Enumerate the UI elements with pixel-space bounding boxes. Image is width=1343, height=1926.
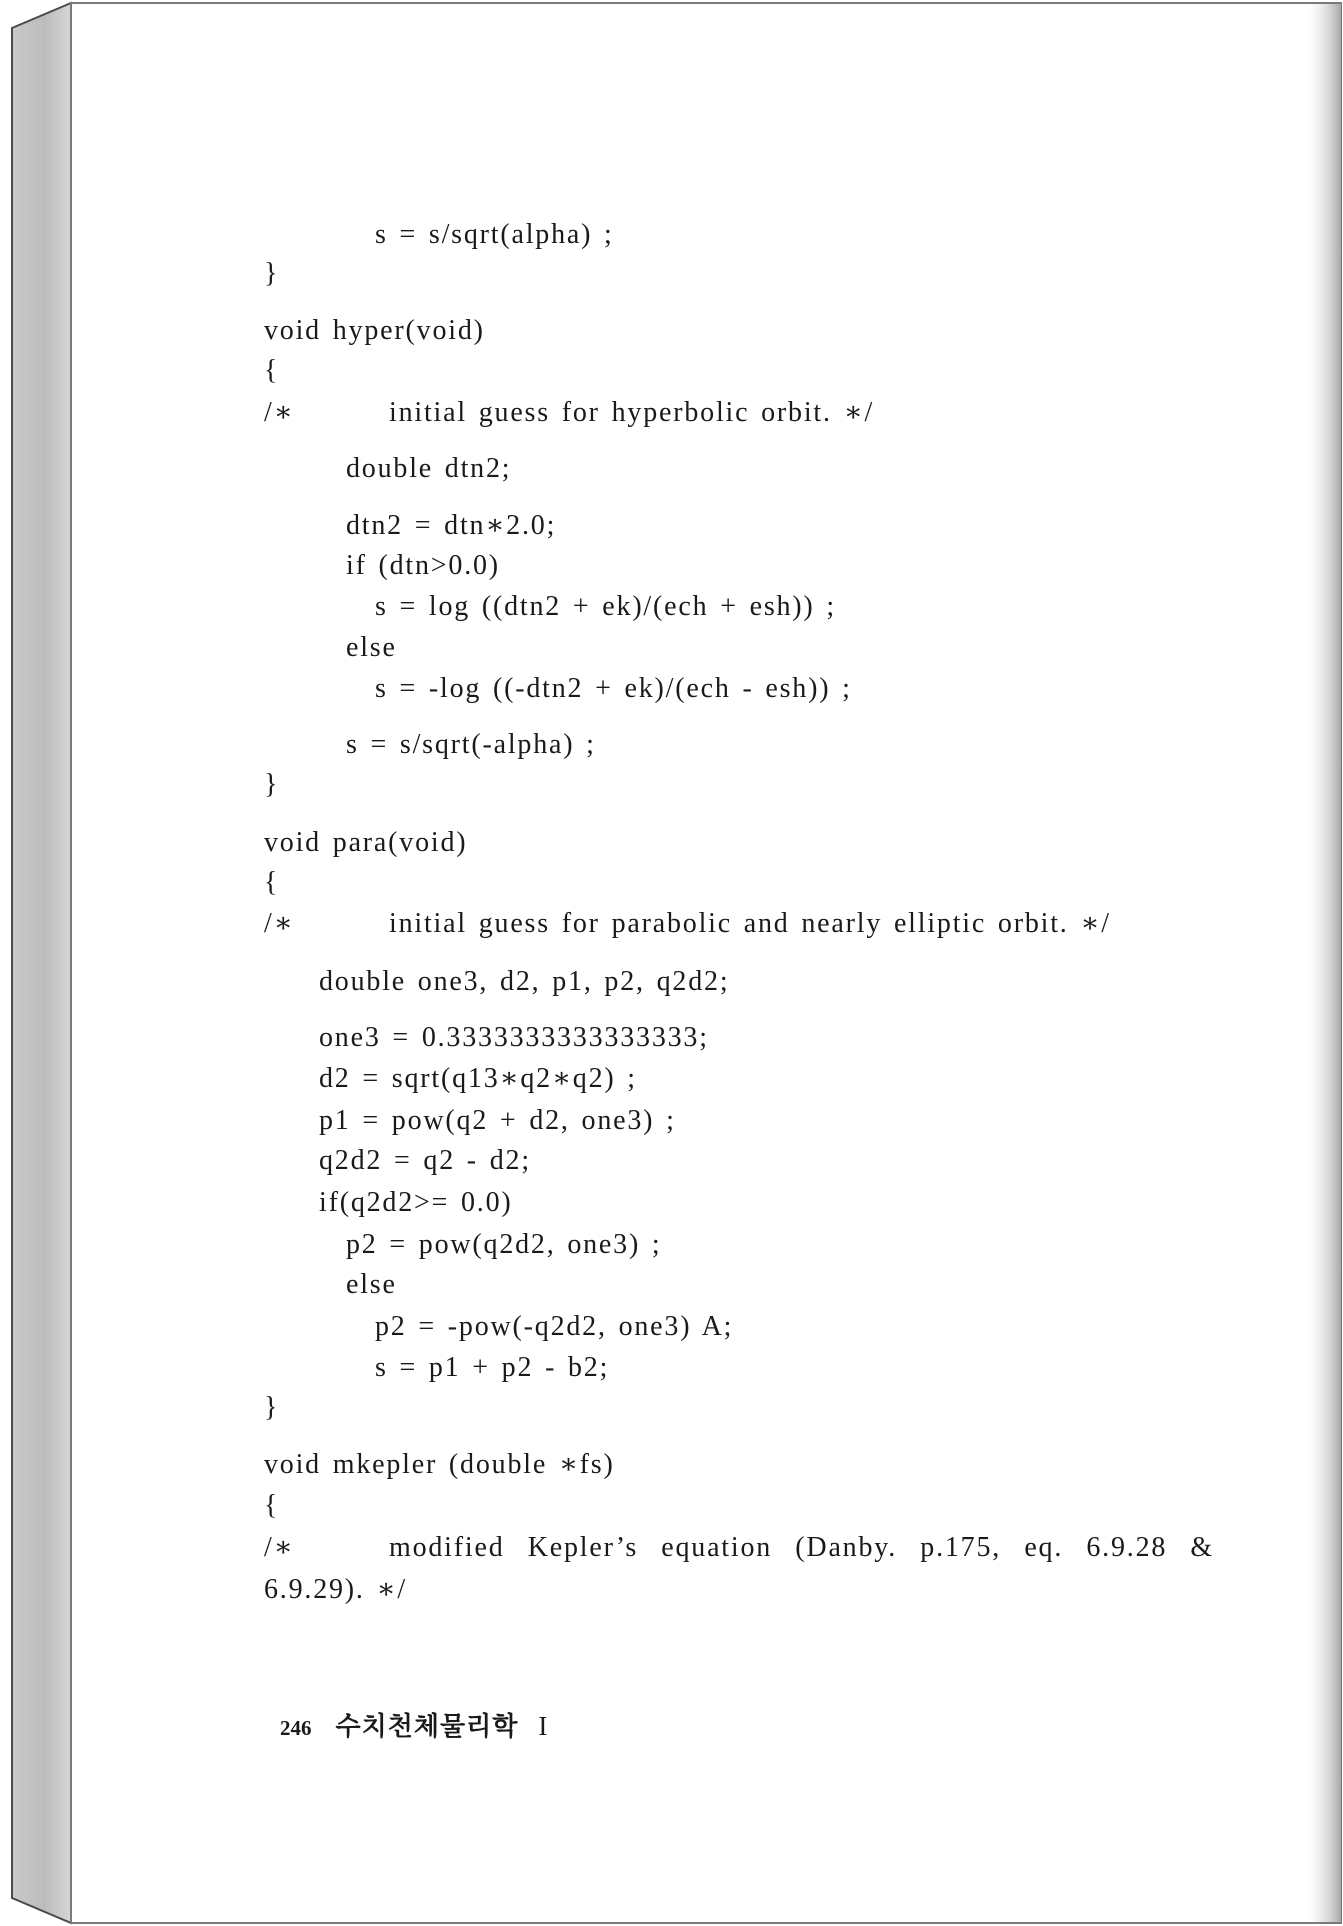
closing-brace: } — [264, 769, 280, 800]
comment-text: initial guess for hyperbolic orbit. ∗/ — [389, 397, 875, 428]
code-line: else — [346, 632, 397, 663]
closing-brace: } — [264, 258, 280, 289]
code-line: p2 = pow(q2d2, one3) ; — [346, 1229, 662, 1260]
comment-continuation: 6.9.29). ∗/ — [264, 1574, 407, 1605]
code-line: double one3, d2, p1, p2, q2d2; — [319, 966, 730, 997]
comment-marker: /∗ — [264, 1532, 295, 1563]
code-line: p2 = -pow(-q2d2, one3) A; — [375, 1311, 734, 1342]
opening-brace: { — [264, 1490, 280, 1521]
book-spine — [12, 3, 71, 1923]
code-line: p1 = pow(q2 + d2, one3) ; — [319, 1105, 676, 1136]
code-line: dtn2 = dtn∗2.0; — [346, 510, 557, 541]
page-footer — [280, 1706, 547, 1743]
code-line: s = -log ((-dtn2 + ek)/(ech - esh)) ; — [375, 673, 852, 704]
code-line: q2d2 = q2 - d2; — [319, 1145, 531, 1176]
function-signature: void mkepler (double ∗fs) — [264, 1449, 615, 1480]
code-line: s = s/sqrt(-alpha) ; — [346, 729, 596, 760]
opening-brace: { — [264, 867, 280, 898]
comment-text: modified Kepler’s equation (Danby. p.175, eq. 6.9.28 & — [389, 1532, 1214, 1563]
code-line: one3 = 0.3333333333333333; — [319, 1022, 709, 1053]
function-signature: void hyper(void) — [264, 315, 485, 346]
code-line: s = s/sqrt(alpha) ; — [375, 219, 614, 250]
page-sheet — [71, 3, 1341, 1923]
code-line: double dtn2; — [346, 453, 512, 484]
comment-marker: /∗ — [264, 908, 295, 939]
volume-number: I — [538, 1711, 548, 1741]
function-signature: void para(void) — [264, 827, 468, 858]
opening-brace: { — [264, 355, 280, 386]
code-line: s = log ((dtn2 + ek)/(ech + esh)) ; — [375, 591, 836, 622]
page-edge-shadow — [1303, 4, 1341, 1922]
code-line: d2 = sqrt(q13∗q2∗q2) ; — [319, 1063, 637, 1094]
code-line: if(q2d2>= 0.0) — [319, 1187, 513, 1218]
page-number: 246 — [280, 1716, 312, 1740]
comment-marker: /∗ — [264, 397, 295, 428]
closing-brace: } — [264, 1392, 280, 1423]
code-line: else — [346, 1269, 397, 1300]
code-line: s = p1 + p2 - b2; — [375, 1352, 610, 1383]
code-line: if (dtn>0.0) — [346, 550, 500, 581]
book-title: 수치천체물리학 — [335, 1712, 519, 1742]
comment-text: initial guess for parabolic and nearly elliptic orbit. ∗/ — [389, 908, 1111, 939]
